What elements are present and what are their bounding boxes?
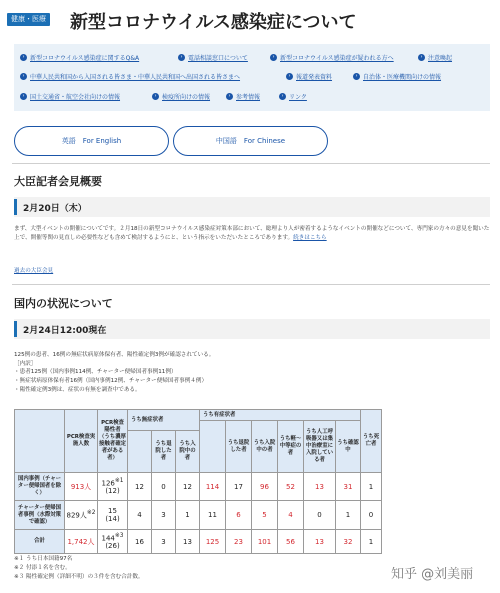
cell-asym-hospitalized: 13 bbox=[176, 530, 200, 554]
table-row-charter bbox=[15, 501, 382, 530]
past-press-link[interactable]: 過去の大臣会見 bbox=[14, 268, 54, 274]
chevron-right-icon: › bbox=[279, 93, 286, 100]
cell-sym-discharged: 6 bbox=[226, 501, 252, 530]
watermark: 知乎 @刘美丽 bbox=[391, 567, 474, 582]
cell-deaths: 1 bbox=[361, 473, 382, 501]
cell-asymptomatic: 16 bbox=[128, 530, 152, 554]
row-label: 合計 bbox=[15, 530, 65, 554]
header-deaths: うち死亡者 bbox=[361, 410, 382, 473]
header-sym-hospitalized: うち入院中の者 bbox=[252, 421, 278, 473]
section-divider bbox=[12, 163, 490, 164]
domestic-date-bar bbox=[14, 319, 490, 339]
nav-link-phone-consultation[interactable]: › 電話相談窓口について bbox=[178, 53, 248, 62]
cell-symptomatic: 125 bbox=[200, 530, 226, 554]
domestic-date: 2月24日12:00現在 bbox=[23, 326, 107, 336]
header-confirming: うち確認中 bbox=[336, 421, 361, 473]
table-row-domestic bbox=[15, 473, 382, 501]
chevron-right-icon: › bbox=[270, 54, 277, 61]
row-label: チャーター便帰国者事例（水際対策で確認） bbox=[15, 501, 65, 530]
chevron-right-icon: › bbox=[226, 93, 233, 100]
cell-asym-discharged: 0 bbox=[152, 473, 176, 501]
page-title: 新型コロナウイルス感染症について bbox=[70, 12, 357, 33]
cell-pcr-positive: 15 (14) bbox=[98, 501, 128, 530]
chevron-right-icon: › bbox=[20, 54, 27, 61]
read-more-link[interactable]: 続きはこちら bbox=[293, 235, 327, 241]
cell-confirming: 1 bbox=[336, 501, 361, 530]
footnote: ※２ 付添１名を含む。 bbox=[14, 565, 71, 571]
row-label: 国内事例（チャーター便帰国者を除く） bbox=[15, 473, 65, 501]
cell-ventilator: 13 bbox=[304, 473, 336, 501]
cell-asym-discharged: 3 bbox=[152, 501, 176, 530]
minister-summary: まず、大型イベントの開催についてです。２月18日の新型コロナウイルス感染症対策本部において、総理より人が密着するようなイベントの開催などについて、専門家の方々の意見を聞いた上で、開催等関の見直しの必要性なども含めて検討するようにと、という指示をいただいたところであります。続きはこちら bbox=[14, 226, 490, 241]
table-corner bbox=[15, 410, 65, 473]
minister-date-bar bbox=[14, 197, 490, 217]
cell-sym-discharged: 17 bbox=[226, 473, 252, 501]
cell-sym-hospitalized: 96 bbox=[252, 473, 278, 501]
case-summary-line: 125例の患者、16例の無症状病原体保有者、陽性確定例3例が確認されている。 bbox=[14, 352, 215, 358]
nav-link-links[interactable]: › リンク bbox=[279, 92, 307, 101]
category-tag[interactable]: 健康・医療 bbox=[7, 13, 50, 26]
nav-link-press-release[interactable]: › 報道発表資料 bbox=[286, 72, 332, 81]
chevron-right-icon: › bbox=[353, 73, 360, 80]
nav-link-suspected[interactable]: › 新型コロナウイルス感染症が疑われる方へ bbox=[270, 53, 394, 62]
cell-asym-hospitalized: 12 bbox=[176, 473, 200, 501]
cell-sym-hospitalized: 5 bbox=[252, 501, 278, 530]
cell-mild-moderate: 4 bbox=[278, 501, 304, 530]
header-pcr-positive: PCR検査陽性者 （うち濃厚接触者確定者がある者） bbox=[98, 410, 128, 473]
nav-link-municipality[interactable]: › 自治体・医療機関向けの情報 bbox=[353, 72, 441, 81]
cell-ventilator: 13 bbox=[304, 530, 336, 554]
cell-pcr-positive: 126$^{※1}$ (12) bbox=[98, 473, 128, 501]
header-pcr-tested: PCR検査実施人数 bbox=[65, 410, 98, 473]
cell-tested: 829人$^{※2}$ bbox=[65, 501, 98, 530]
header-asymptomatic: うち無症状者 bbox=[128, 410, 200, 431]
table-footnotes bbox=[14, 555, 144, 582]
cases-table bbox=[14, 409, 382, 554]
footnote: ※１ うち日本国籍97名 bbox=[14, 556, 73, 562]
cell-tested: 1,742人 bbox=[65, 530, 98, 554]
case-summary bbox=[14, 351, 214, 395]
cell-pcr-positive: 144$^{※3}$ (26) bbox=[98, 530, 128, 554]
cell-symptomatic: 114 bbox=[200, 473, 226, 501]
cell-asym-discharged: 3 bbox=[152, 530, 176, 554]
page-header bbox=[0, 0, 500, 38]
chevron-right-icon: › bbox=[20, 93, 27, 100]
case-summary-line: ［内訳］ bbox=[14, 360, 37, 367]
cell-mild-moderate: 52 bbox=[278, 473, 304, 501]
header-sym-total bbox=[200, 421, 226, 473]
cell-sym-hospitalized: 101 bbox=[252, 530, 278, 554]
header-ventilator: うち人工呼吸器又は集中治療室に入院している者 bbox=[304, 421, 336, 473]
cell-symptomatic: 11 bbox=[200, 501, 226, 530]
header-asym-hospitalized: うち入院中の者 bbox=[176, 431, 200, 473]
cell-asymptomatic: 4 bbox=[128, 501, 152, 530]
cell-sym-discharged: 23 bbox=[226, 530, 252, 554]
minister-date: 2月20日（木） bbox=[23, 204, 87, 214]
footnote: ※３ 陽性確定例（詳細不明）の３件を含む合計数。 bbox=[14, 574, 144, 580]
chinese-button[interactable]: 中国語 For Chinese bbox=[173, 126, 328, 156]
cell-tested: 913人 bbox=[65, 473, 98, 501]
nav-link-quarantine[interactable]: › 検疫所向けの情報 bbox=[152, 92, 210, 101]
cell-deaths: 1 bbox=[361, 530, 382, 554]
cell-deaths: 0 bbox=[361, 501, 382, 530]
nav-link-reference[interactable]: › 参考情報 bbox=[226, 92, 260, 101]
chevron-right-icon: › bbox=[152, 93, 159, 100]
section-divider bbox=[12, 284, 490, 285]
header-symptomatic: うち有症状者 bbox=[200, 410, 361, 421]
chevron-right-icon: › bbox=[286, 73, 293, 80]
nav-link-qa[interactable]: › 新型コロナウイルス感染症に関するQ&A bbox=[20, 53, 139, 62]
cell-asymptomatic: 12 bbox=[128, 473, 152, 501]
domestic-section-title: 国内の状況について bbox=[14, 297, 113, 310]
case-summary-line: ・無症状病原体保有者16例（国内事例12例、チャーター便帰国者事例４例） bbox=[14, 378, 208, 385]
nav-link-china-travel[interactable]: › 中華人民共和国から入国される皆さま・中華人民共和国へ出国される皆さまへ bbox=[20, 72, 240, 81]
case-summary-line: ・患者125例（国内事例114例、チャーター便帰国者事例11例） bbox=[14, 369, 177, 376]
header-asym-total bbox=[128, 431, 152, 473]
header-sym-discharged: うち退院した者 bbox=[226, 421, 252, 473]
case-summary-line: ・陽性確定例3例は、症状の有無を調査中である。 bbox=[14, 386, 141, 393]
cell-ventilator: 0 bbox=[304, 501, 336, 530]
chevron-right-icon: › bbox=[178, 54, 185, 61]
nav-link-mlit-airline[interactable]: › 国土交通省・航空会社向けの情報 bbox=[20, 92, 120, 101]
minister-section-title: 大臣記者会見概要 bbox=[14, 175, 102, 188]
nav-link-alert[interactable]: › 注意喚起 bbox=[418, 53, 452, 62]
cell-asym-hospitalized: 1 bbox=[176, 501, 200, 530]
english-button[interactable]: 英語 For English bbox=[14, 126, 169, 156]
cell-mild-moderate: 56 bbox=[278, 530, 304, 554]
topic-nav-panel bbox=[14, 44, 490, 111]
chevron-right-icon: › bbox=[20, 73, 27, 80]
cell-confirming: 31 bbox=[336, 473, 361, 501]
table-row-total bbox=[15, 530, 382, 554]
header-mild-moderate: うち軽〜中等症の者 bbox=[278, 421, 304, 473]
header-asym-discharged: うち退院した者 bbox=[152, 431, 176, 473]
chevron-right-icon: › bbox=[418, 54, 425, 61]
cell-confirming: 32 bbox=[336, 530, 361, 554]
